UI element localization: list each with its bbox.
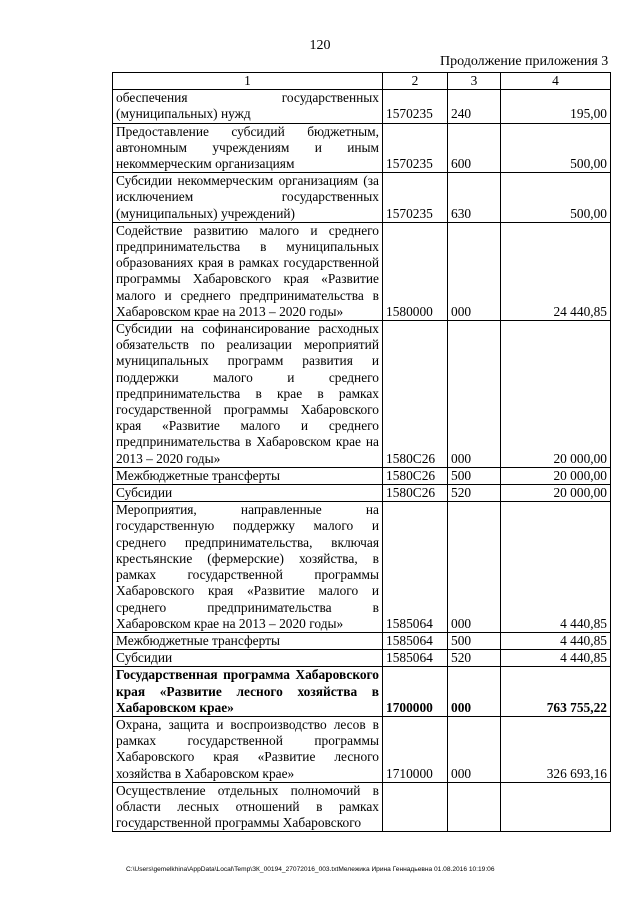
row-kind: 000	[448, 667, 501, 717]
row-code: 1580С26	[383, 321, 448, 468]
row-name: обеспечения государственных (муниципальных) нужд	[113, 90, 383, 123]
row-amount: 20 000,00	[501, 467, 611, 484]
header-col-4: 4	[501, 73, 611, 90]
row-name: Содействие развитию малого и среднего предпринимательства в муниципальных образованиях края в рамках государственной программы Хабаровского края «Развитие малого и среднего предпринимательства в Хабаровском крае на 2013 – 2020 годы»	[113, 222, 383, 320]
row-amount: 4 440,85	[501, 632, 611, 649]
row-kind: 240	[448, 90, 501, 123]
table-row	[113, 173, 611, 223]
row-code: 1585064	[383, 502, 448, 633]
table-row	[113, 123, 611, 173]
row-name: Государственная программа Хабаровского края «Развитие лесного хозяйства в Хабаровском крае»	[113, 667, 383, 717]
row-name: Охрана, защита и воспроизводство лесов в рамках государственной программы Хабаровского края «Развитие лесного хозяйства в Хабаровском крае»	[113, 716, 383, 782]
row-amount: 20 000,00	[501, 321, 611, 468]
header-col-2: 2	[383, 73, 448, 90]
table-row	[113, 650, 611, 667]
row-kind: 000	[448, 716, 501, 782]
table-row	[113, 667, 611, 717]
row-kind	[448, 782, 501, 832]
row-code: 1580С26	[383, 485, 448, 502]
row-code: 1570235	[383, 123, 448, 173]
row-amount: 20 000,00	[501, 485, 611, 502]
row-amount: 500,00	[501, 173, 611, 223]
header-col-1: 1	[113, 73, 383, 90]
header-col-3: 3	[448, 73, 501, 90]
row-kind: 520	[448, 485, 501, 502]
row-code: 1570235	[383, 173, 448, 223]
row-amount: 24 440,85	[501, 222, 611, 320]
row-code: 1580000	[383, 222, 448, 320]
row-code: 1580С26	[383, 467, 448, 484]
table-row	[113, 90, 611, 123]
table-row	[113, 502, 611, 633]
row-name: Субсидии	[113, 650, 383, 667]
row-kind: 630	[448, 173, 501, 223]
row-amount	[501, 782, 611, 832]
table-row	[113, 467, 611, 484]
page-number: 120	[309, 38, 331, 53]
table-row	[113, 321, 611, 468]
row-amount: 326 693,16	[501, 716, 611, 782]
row-kind: 600	[448, 123, 501, 173]
row-amount: 195,00	[501, 90, 611, 123]
row-code: 1585064	[383, 650, 448, 667]
continuation-label: Продолжение приложения 3	[440, 54, 609, 69]
table-row	[113, 222, 611, 320]
row-amount: 4 440,85	[501, 650, 611, 667]
row-name: Субсидии некоммерческим организациям (за исключением государственных (муниципальных) учреждений)	[113, 173, 383, 223]
row-kind: 000	[448, 502, 501, 633]
row-kind: 500	[448, 632, 501, 649]
table-row	[113, 782, 611, 832]
row-kind: 500	[448, 467, 501, 484]
row-code: 1585064	[383, 632, 448, 649]
row-name: Предоставление субсидий бюджетным, автономным учреждениям и иным некоммерческим организациям	[113, 123, 383, 173]
row-code	[383, 782, 448, 832]
row-kind: 000	[448, 321, 501, 468]
row-code: 1570235	[383, 90, 448, 123]
row-name: Межбюджетные трансферты	[113, 467, 383, 484]
row-name: Межбюджетные трансферты	[113, 632, 383, 649]
row-code: 1710000	[383, 716, 448, 782]
table-row	[113, 485, 611, 502]
row-name: Осуществление отдельных полномочий в области лесных отношений в рамках государственной программы Хабаровского	[113, 782, 383, 832]
row-name: Субсидии на софинансирование расходных обязательств по реализации мероприятий муниципальных программ развития и поддержки малого и среднего предпринимательства в крае в рамках государственной программы Хабаровского края «Развитие малого и среднего предпринимательства в Хабаровском крае на 2013 – 2020 годы»	[113, 321, 383, 468]
row-name: Субсидии	[113, 485, 383, 502]
row-code: 1700000	[383, 667, 448, 717]
table-row	[113, 716, 611, 782]
footer-file-path: C:\Users\gemelkhina\AppData\Local\Temp\ЗК_00194_27072016_003.txtМележика Ирина Геннадьевна 01.08.2016 10:19:06	[126, 866, 495, 873]
row-kind: 000	[448, 222, 501, 320]
row-amount: 4 440,85	[501, 502, 611, 633]
header-row	[113, 73, 611, 90]
row-amount: 500,00	[501, 123, 611, 173]
table-row	[113, 632, 611, 649]
row-amount: 763 755,22	[501, 667, 611, 717]
row-name: Мероприятия, направленные на государственную поддержку малого и среднего предпринимательства, включая крестьянские (фермерские) хозяйства, в рамках государственной программы Хабаровского края «Развитие малого и среднего предпринимательства в Хабаровском крае на 2013 – 2020 годы»	[113, 502, 383, 633]
budget-table	[112, 72, 611, 832]
row-kind: 520	[448, 650, 501, 667]
